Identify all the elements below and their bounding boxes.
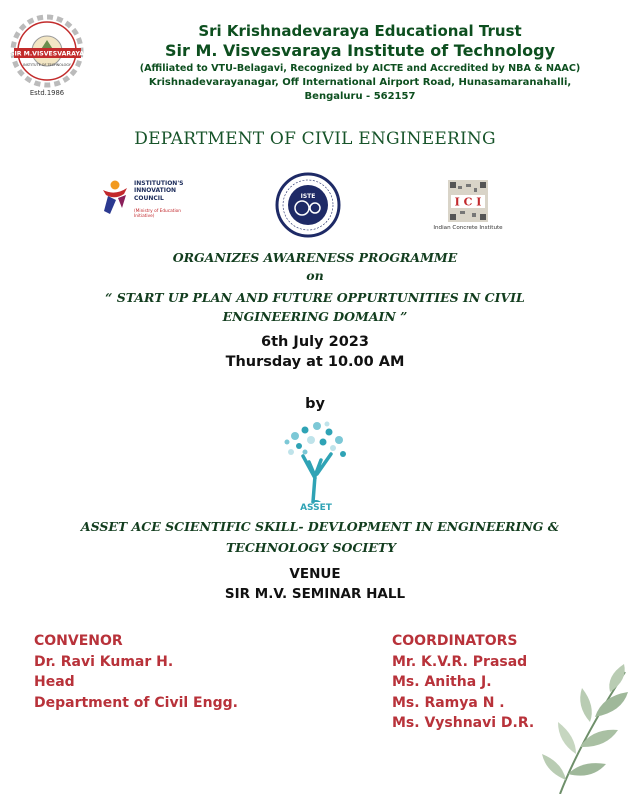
event-time: Thursday at 10.00 AM <box>225 354 405 370</box>
department-title: DEPARTMENT OF CIVIL ENGINEERING <box>134 129 496 149</box>
address-line-1: Krishnadevarayanagar, Off International Airport Road, Hunasamaranahalli, <box>148 77 572 88</box>
convenor-name: Dr. Ravi Kumar H. <box>34 653 174 670</box>
svg-text:ISTE: ISTE <box>300 193 316 200</box>
coordinator-name: Ms. Anitha J. <box>392 674 492 690</box>
coordinators-block <box>392 631 534 734</box>
convenor-role: Head <box>34 674 75 690</box>
society-name-line-1: ASSET ACE SCIENTIFIC SKILL- DEVLOPMENT IN ENGINEERING & <box>80 519 560 534</box>
address-line-2: Bengaluru - 562157 <box>304 91 416 102</box>
convenor-heading: CONVENOR <box>34 633 123 649</box>
svg-text:INSTITUTE OF TECHNOLOGY: INSTITUTE OF TECHNOLOGY <box>23 63 71 67</box>
trust-name: Sri Krishnadevaraya Educational Trust <box>198 22 522 40</box>
coordinators-heading: COORDINATORS <box>392 633 518 649</box>
event-title-line-1: “ START UP PLAN AND FUTURE OPPURTUNITIES IN CIVIL <box>105 290 525 305</box>
by-text: by <box>305 396 325 412</box>
ici-logo: I C I Indian Concrete Institute <box>420 178 520 238</box>
iic-emblem-icon <box>100 178 134 218</box>
convenor-block <box>34 631 238 713</box>
svg-text:I C I: I C I <box>454 195 482 209</box>
on-text: on <box>306 268 324 283</box>
tree-icon <box>285 422 347 503</box>
iic-logo: INSTITUTION'S INNOVATION COUNCIL (Ministry of Education Initiative) <box>100 178 200 218</box>
ici-emblem-icon <box>448 180 488 222</box>
logo-estd: Estd.1986 <box>29 89 65 97</box>
coordinator-name: Ms. Ramya N . <box>392 694 505 711</box>
society-name-line-2: TECHNOLOGY SOCIETY <box>226 540 396 555</box>
coordinator-name: Ms. Vyshnavi D.R. <box>392 715 535 731</box>
venue-label: VENUE <box>289 566 341 582</box>
institute-logo <box>10 14 85 104</box>
leaf-branch-icon <box>540 662 630 794</box>
organizes-heading: ORGANIZES AWARENESS PROGRAMME <box>172 250 458 265</box>
svg-text:SIR M.VISVESVARAYA: SIR M.VISVESVARAYA <box>10 50 84 58</box>
event-date: 6th July 2023 <box>261 334 369 350</box>
convenor-dept: Department of Civil Engg. <box>34 694 238 711</box>
asset-logo <box>275 416 357 514</box>
event-title-line-2: ENGINEERING DOMAIN ” <box>222 309 408 324</box>
affiliation-text: (Affiliated to VTU-Belagavi, Recognized by AICTE and Accredited by NBA & NAAC) <box>139 63 581 74</box>
gear-emblem-icon <box>10 17 84 85</box>
coordinator-name: Mr. K.V.R. Prasad <box>392 653 528 670</box>
venue-place: SIR M.V. SEMINAR HALL <box>224 586 406 602</box>
iste-logo <box>275 172 341 238</box>
asset-logo-label: ASSET <box>300 503 332 513</box>
institute-name: Sir M. Visvesvaraya Institute of Technology <box>164 41 556 60</box>
